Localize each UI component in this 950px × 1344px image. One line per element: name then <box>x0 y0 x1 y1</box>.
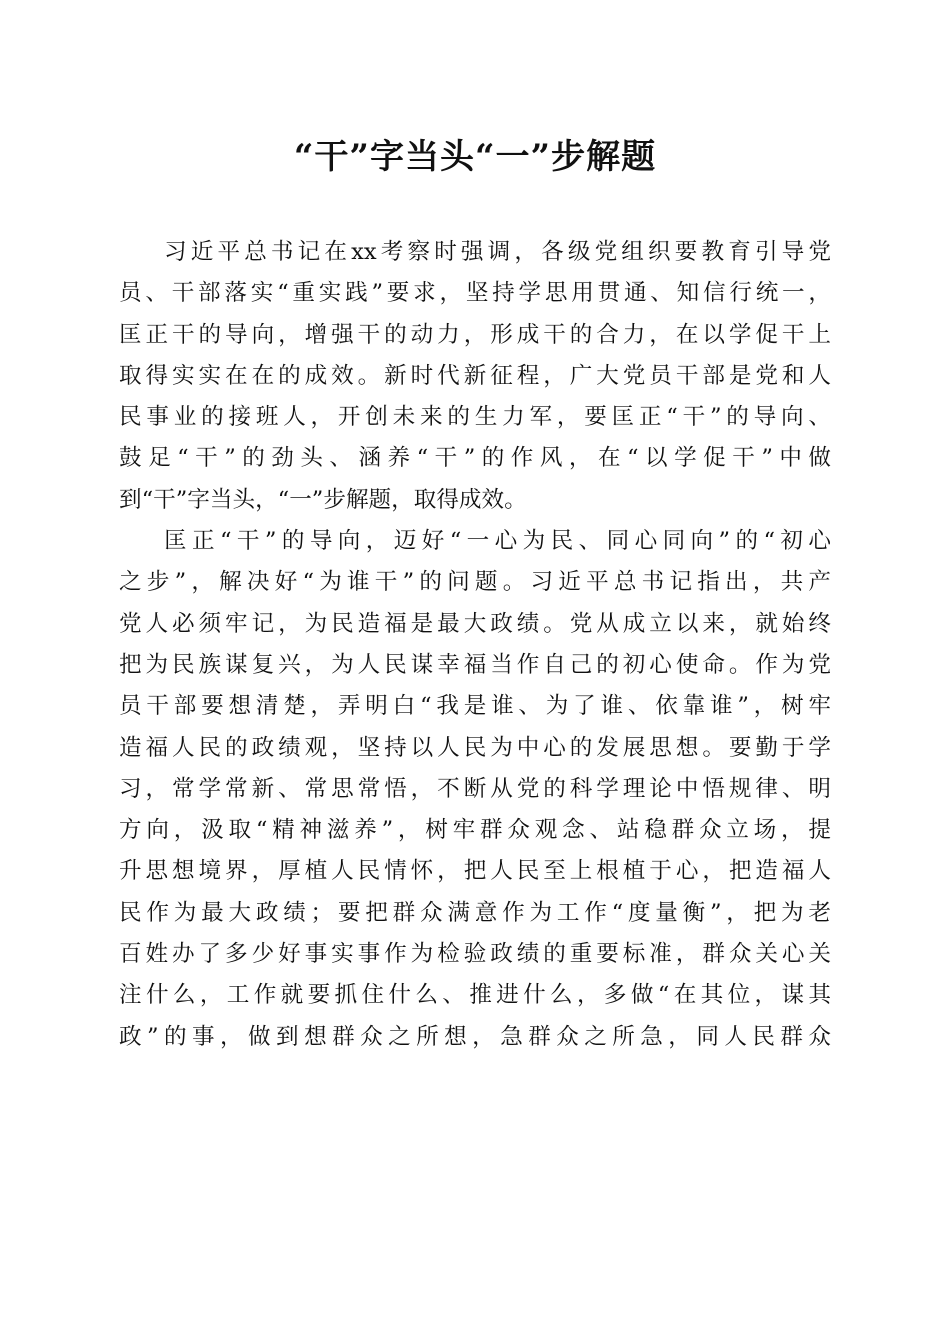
paragraph-2 <box>119 521 831 1058</box>
text-line: 方向，汲取“精神滋养”，树牢群众观念、站稳群众立场，提 <box>119 817 831 844</box>
text-line: 到“干”字当头，“一”步解题，取得成效。 <box>119 486 527 513</box>
text-line: 政”的事，做到想群众之所想，急群众之所急，同人民群众 <box>119 1023 831 1050</box>
text-line: 员干部要想清楚，弄明白“我是谁、为了谁、依靠谁”，树牢 <box>119 693 831 720</box>
text-line: 造福人民的政绩观，坚持以人民为中心的发展思想。要勤于学 <box>119 734 831 761</box>
text-line: 鼓足“干”的劲头、涵养“干”的作风，在“以学促干”中做 <box>119 445 831 472</box>
paragraph-1 <box>119 232 831 521</box>
text-line: 取得实实在在的成效。新时代新征程，广大党员干部是党和人 <box>119 362 831 389</box>
text-line: 把为民族谋复兴，为人民谋幸福当作自己的初心使命。作为党 <box>119 651 831 678</box>
text-line: 党人必须牢记，为民造福是最大政绩。党从成立以来，就始终 <box>119 610 831 637</box>
text-line: 注什么，工作就要抓住什么、推进什么，多做“在其位，谋其 <box>119 982 831 1009</box>
text-line: 习，常学常新、常思常悟，不断从党的科学理论中悟规律、明 <box>119 775 831 802</box>
text-line: 习近平总书记在xx考察时强调，各级党组织要教育引导党 <box>164 239 831 265</box>
document-body <box>119 232 831 1058</box>
page-title: “干”字当头“一”步解题 <box>293 137 657 177</box>
text-line: 民作为最大政绩；要把群众满意作为工作“度量衡”，把为老 <box>119 899 831 926</box>
text-line: 升思想境界，厚植人民情怀，把人民至上根植于心，把造福人 <box>119 858 831 885</box>
text-line: 百姓办了多少好事实事作为检验政绩的重要标准，群众关心关 <box>119 941 831 968</box>
text-line: 之步”，解决好“为谁干”的问题。习近平总书记指出，共产 <box>119 569 831 596</box>
text-line: 匡正干的导向，增强干的动力，形成干的合力，在以学促干上 <box>119 321 831 348</box>
text-line: 匡正“干”的导向，迈好“一心为民、同心同向”的“初心 <box>164 528 831 555</box>
text-line: 民事业的接班人，开创未来的生力军，要匡正“干”的导向、 <box>119 404 831 431</box>
text-line: 员、干部落实“重实践”要求，坚持学思用贯通、知信行统一， <box>119 280 831 307</box>
